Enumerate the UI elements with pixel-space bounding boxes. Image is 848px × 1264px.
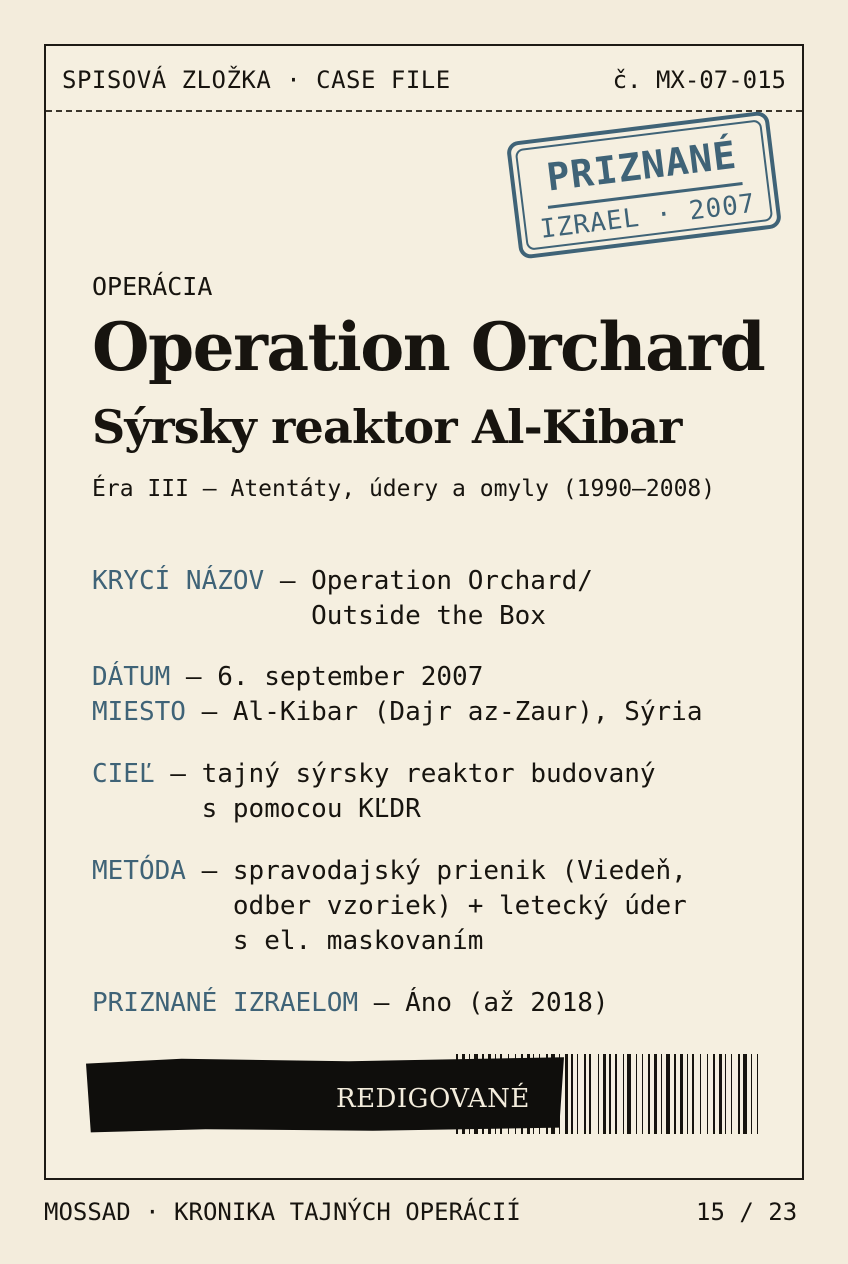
field-value: 6. september 2007 <box>217 662 484 692</box>
field-value: Áno (až 2018) <box>405 988 609 1018</box>
case-file-card <box>44 44 804 1180</box>
operation-kicker: OPERÁCIA <box>92 272 213 301</box>
admitted-stamp <box>506 110 782 259</box>
redacted-label: REDIGOVANÉ <box>336 1084 530 1114</box>
field-separator: — <box>264 566 312 596</box>
field-label: KRYCÍ NÁZOV <box>92 566 265 596</box>
field-separator: — <box>185 856 233 886</box>
field-label: DÁTUM <box>92 662 171 692</box>
stamp-title: PRIZNANÉ <box>544 132 740 200</box>
era-line: Éra III — Atentáty, údery a omyly (1990–2008) <box>92 476 716 502</box>
field-admitted <box>92 986 609 1021</box>
page-number: 15 / 23 <box>696 1198 798 1226</box>
page-subtitle: Sýrsky reaktor Al-Kibar <box>92 400 682 454</box>
field-value: spravodajský prienik (Viedeň, <box>232 856 687 886</box>
field-label: METÓDA <box>92 856 186 886</box>
field-value: odber vzoriek) + letecký úder <box>232 891 687 921</box>
page-title: Operation Orchard <box>92 308 765 386</box>
file-number: č. MX-07-015 <box>612 66 786 94</box>
field-separator: — <box>154 759 202 789</box>
case-file-header <box>46 46 802 112</box>
field-label: PRIZNANÉ IZRAELOM <box>92 988 359 1018</box>
footer-series-title: MOSSAD · KRONIKA TAJNÝCH OPERÁCIÍ <box>44 1198 521 1226</box>
field-value: s el. maskovaním <box>232 926 484 956</box>
field-value: Outside the Box <box>311 601 546 631</box>
field-value: Operation Orchard/ <box>311 566 593 596</box>
field-method <box>92 854 687 959</box>
field-value: tajný sýrsky reaktor budovaný <box>201 759 656 789</box>
field-place <box>92 695 703 730</box>
stamp-subtitle: IZRAEL · 2007 <box>538 188 758 245</box>
field-cover-name <box>92 564 593 634</box>
field-separator: — <box>170 662 218 692</box>
file-type-label: SPISOVÁ ZLOŽKA · CASE FILE <box>62 66 451 94</box>
field-label: MIESTO <box>92 697 186 727</box>
field-value: Al-Kibar (Dajr az-Zaur), Sýria <box>232 697 703 727</box>
field-target <box>92 757 656 827</box>
field-separator: — <box>185 697 233 727</box>
field-separator: — <box>358 988 406 1018</box>
field-date <box>92 660 483 695</box>
field-value: s pomocou KĽDR <box>201 794 421 824</box>
field-label: CIEĽ <box>92 759 155 789</box>
